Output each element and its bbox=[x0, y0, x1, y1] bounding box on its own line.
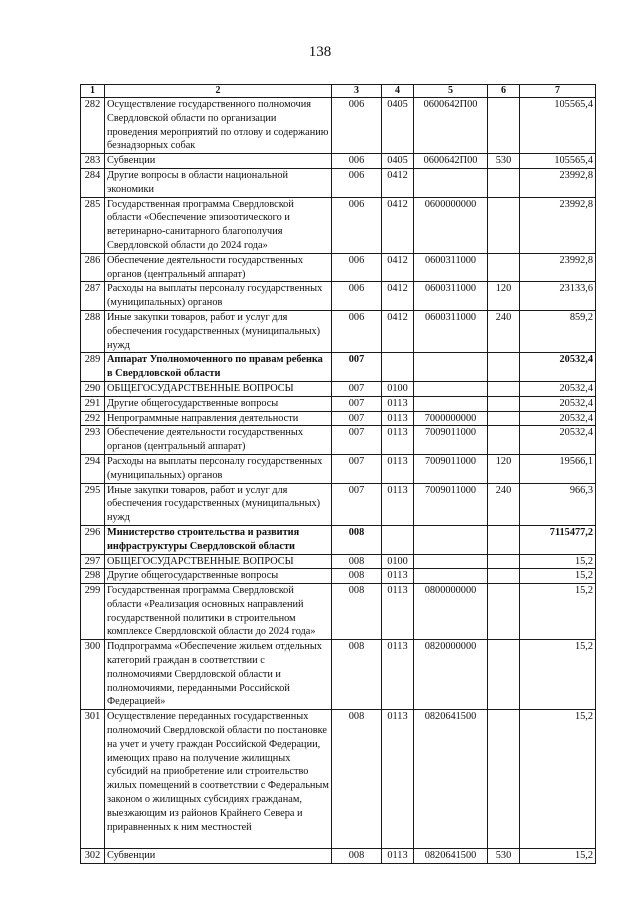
table-row bbox=[81, 710, 596, 849]
row-number: 294 bbox=[81, 454, 105, 483]
page-number: 138 bbox=[308, 44, 332, 60]
table-row bbox=[81, 168, 596, 197]
table-row bbox=[81, 454, 596, 483]
row-number: 297 bbox=[81, 554, 105, 569]
row-amount: 15,2 bbox=[520, 710, 596, 849]
row-number: 299 bbox=[81, 584, 105, 640]
row-name: Другие общегосударственные вопросы bbox=[105, 396, 332, 411]
row-name: Субвенции bbox=[105, 849, 332, 864]
row-amount: 23992,8 bbox=[520, 168, 596, 197]
row-ministry-code: 006 bbox=[332, 154, 382, 169]
row-amount: 15,2 bbox=[520, 554, 596, 569]
row-expense-type bbox=[488, 426, 520, 455]
row-amount: 15,2 bbox=[520, 584, 596, 640]
row-section-code: 0412 bbox=[382, 168, 414, 197]
row-section-code: 0113 bbox=[382, 396, 414, 411]
row-name: Другие общегосударственные вопросы bbox=[105, 569, 332, 584]
row-number: 296 bbox=[81, 525, 105, 554]
row-section-code: 0113 bbox=[382, 426, 414, 455]
row-name: Иные закупки товаров, работ и услуг для обеспечения государственных (муниципальных) нужд bbox=[105, 483, 332, 525]
row-number: 289 bbox=[81, 353, 105, 382]
table-row bbox=[81, 381, 596, 396]
row-target-code: 0800000000 bbox=[414, 584, 488, 640]
table-row bbox=[81, 483, 596, 525]
row-section-code: 0113 bbox=[382, 849, 414, 864]
row-amount: 15,2 bbox=[520, 569, 596, 584]
row-expense-type bbox=[488, 253, 520, 282]
row-amount: 23133,6 bbox=[520, 282, 596, 311]
row-ministry-code: 007 bbox=[332, 396, 382, 411]
header-col-2: 2 bbox=[105, 85, 332, 98]
row-name: Субвенции bbox=[105, 154, 332, 169]
row-number: 282 bbox=[81, 98, 105, 154]
table-row bbox=[81, 584, 596, 640]
table-row bbox=[81, 197, 596, 253]
row-section-code: 0113 bbox=[382, 411, 414, 426]
row-section-code bbox=[382, 525, 414, 554]
row-name: Аппарат Уполномоченного по правам ребенка в Свердловской области bbox=[105, 353, 332, 382]
table-row bbox=[81, 282, 596, 311]
row-ministry-code: 006 bbox=[332, 282, 382, 311]
row-number: 285 bbox=[81, 197, 105, 253]
row-name: ОБЩЕГОСУДАРСТВЕННЫЕ ВОПРОСЫ bbox=[105, 381, 332, 396]
row-ministry-code: 007 bbox=[332, 381, 382, 396]
row-ministry-code: 008 bbox=[332, 554, 382, 569]
table-row bbox=[81, 554, 596, 569]
row-ministry-code: 008 bbox=[332, 710, 382, 849]
row-section-code: 0100 bbox=[382, 554, 414, 569]
header-col-7: 7 bbox=[520, 85, 596, 98]
row-expense-type bbox=[488, 396, 520, 411]
row-target-code bbox=[414, 554, 488, 569]
row-number: 298 bbox=[81, 569, 105, 584]
row-name: Расходы на выплаты персоналу государственных (муниципальных) органов bbox=[105, 282, 332, 311]
row-target-code: 0600311000 bbox=[414, 310, 488, 352]
row-amount: 20532,4 bbox=[520, 353, 596, 382]
row-expense-type bbox=[488, 554, 520, 569]
header-col-6: 6 bbox=[488, 85, 520, 98]
row-section-code: 0113 bbox=[382, 584, 414, 640]
row-target-code bbox=[414, 381, 488, 396]
table-row bbox=[81, 253, 596, 282]
row-target-code: 7009011000 bbox=[414, 454, 488, 483]
row-number: 290 bbox=[81, 381, 105, 396]
table-row bbox=[81, 310, 596, 352]
row-target-code: 7009011000 bbox=[414, 483, 488, 525]
row-section-code: 0113 bbox=[382, 640, 414, 710]
row-amount: 20532,4 bbox=[520, 411, 596, 426]
row-number: 302 bbox=[81, 849, 105, 864]
row-number: 300 bbox=[81, 640, 105, 710]
row-name: Другие вопросы в области национальной экономики bbox=[105, 168, 332, 197]
row-amount: 966,3 bbox=[520, 483, 596, 525]
row-ministry-code: 007 bbox=[332, 411, 382, 426]
row-amount: 7115477,2 bbox=[520, 525, 596, 554]
table-row bbox=[81, 640, 596, 710]
table-header-row bbox=[81, 85, 596, 98]
row-target-code: 7000000000 bbox=[414, 411, 488, 426]
table-body bbox=[81, 98, 596, 864]
row-amount: 15,2 bbox=[520, 640, 596, 710]
row-ministry-code: 008 bbox=[332, 584, 382, 640]
row-expense-type bbox=[488, 168, 520, 197]
row-ministry-code: 008 bbox=[332, 525, 382, 554]
row-name: Обеспечение деятельности государственных органов (центральный аппарат) bbox=[105, 426, 332, 455]
row-name: Осуществление государственного полномочия Свердловской области по организации проведения мероприятий по отлову и содержанию безнадзорных собак bbox=[105, 98, 332, 154]
row-name: Государственная программа Свердловской области «Обеспечение эпизоотического и ветеринарно-санитарного благополучия Свердловской области до 2024 года» bbox=[105, 197, 332, 253]
row-target-code: 7009011000 bbox=[414, 426, 488, 455]
row-number: 283 bbox=[81, 154, 105, 169]
table-row bbox=[81, 154, 596, 169]
row-name: Осуществление переданных государственных полномочий Свердловской области по постановке на учет и учету граждан Российской Федерации, имеющих право на получение жилищных субсидий на приобретение или строительство жилых помещений в соответствии с Федеральным законом о жилищных субсидиях гражданам, выезжающим из районов Крайнего Севера и приравненных к ним местностей bbox=[105, 710, 332, 849]
row-ministry-code: 007 bbox=[332, 353, 382, 382]
row-expense-type bbox=[488, 710, 520, 849]
row-expense-type: 530 bbox=[488, 849, 520, 864]
row-amount: 23992,8 bbox=[520, 253, 596, 282]
row-section-code bbox=[382, 353, 414, 382]
row-section-code: 0113 bbox=[382, 483, 414, 525]
row-ministry-code: 006 bbox=[332, 168, 382, 197]
row-expense-type: 120 bbox=[488, 282, 520, 311]
row-section-code: 0113 bbox=[382, 710, 414, 849]
row-expense-type bbox=[488, 197, 520, 253]
row-section-code: 0113 bbox=[382, 454, 414, 483]
row-name: Министерство строительства и развития инфраструктуры Свердловской области bbox=[105, 525, 332, 554]
table-row bbox=[81, 849, 596, 864]
row-target-code bbox=[414, 353, 488, 382]
row-target-code: 0820641500 bbox=[414, 710, 488, 849]
table-row bbox=[81, 411, 596, 426]
row-name: Расходы на выплаты персоналу государственных (муниципальных) органов bbox=[105, 454, 332, 483]
row-section-code: 0412 bbox=[382, 310, 414, 352]
table-row bbox=[81, 396, 596, 411]
row-ministry-code: 007 bbox=[332, 483, 382, 525]
row-expense-type bbox=[488, 98, 520, 154]
row-target-code: 0600642П00 bbox=[414, 98, 488, 154]
row-ministry-code: 007 bbox=[332, 426, 382, 455]
row-expense-type bbox=[488, 525, 520, 554]
row-number: 284 bbox=[81, 168, 105, 197]
row-number: 295 bbox=[81, 483, 105, 525]
row-number: 291 bbox=[81, 396, 105, 411]
row-ministry-code: 008 bbox=[332, 849, 382, 864]
row-target-code bbox=[414, 168, 488, 197]
row-name: Обеспечение деятельности государственных органов (центральный аппарат) bbox=[105, 253, 332, 282]
row-amount: 20532,4 bbox=[520, 381, 596, 396]
row-expense-type bbox=[488, 381, 520, 396]
row-section-code: 0113 bbox=[382, 569, 414, 584]
row-ministry-code: 006 bbox=[332, 98, 382, 154]
table-row bbox=[81, 426, 596, 455]
row-number: 287 bbox=[81, 282, 105, 311]
row-target-code bbox=[414, 569, 488, 584]
row-amount: 23992,8 bbox=[520, 197, 596, 253]
row-amount: 20532,4 bbox=[520, 426, 596, 455]
row-section-code: 0412 bbox=[382, 197, 414, 253]
row-target-code bbox=[414, 396, 488, 411]
row-ministry-code: 006 bbox=[332, 253, 382, 282]
row-section-code: 0100 bbox=[382, 381, 414, 396]
row-expense-type: 240 bbox=[488, 310, 520, 352]
row-expense-type: 530 bbox=[488, 154, 520, 169]
row-number: 301 bbox=[81, 710, 105, 849]
header-col-3: 3 bbox=[332, 85, 382, 98]
row-ministry-code: 008 bbox=[332, 569, 382, 584]
row-amount: 15,2 bbox=[520, 849, 596, 864]
row-amount: 859,2 bbox=[520, 310, 596, 352]
table-row bbox=[81, 569, 596, 584]
row-target-code: 0600311000 bbox=[414, 282, 488, 311]
row-expense-type bbox=[488, 353, 520, 382]
row-name: Непрограммные направления деятельности bbox=[105, 411, 332, 426]
row-target-code: 0600311000 bbox=[414, 253, 488, 282]
row-name: Государственная программа Свердловской области «Реализация основных направлений государственной политики в строительном комплексе Свердловской области до 2024 года» bbox=[105, 584, 332, 640]
budget-table bbox=[80, 84, 596, 864]
row-expense-type bbox=[488, 411, 520, 426]
row-target-code: 0820000000 bbox=[414, 640, 488, 710]
row-target-code: 0820641500 bbox=[414, 849, 488, 864]
row-expense-type bbox=[488, 569, 520, 584]
row-section-code: 0412 bbox=[382, 253, 414, 282]
row-amount: 19566,1 bbox=[520, 454, 596, 483]
row-ministry-code: 006 bbox=[332, 197, 382, 253]
row-expense-type: 240 bbox=[488, 483, 520, 525]
table-row bbox=[81, 525, 596, 554]
header-col-5: 5 bbox=[414, 85, 488, 98]
row-ministry-code: 008 bbox=[332, 640, 382, 710]
row-ministry-code: 006 bbox=[332, 310, 382, 352]
row-section-code: 0412 bbox=[382, 282, 414, 311]
row-amount: 105565,4 bbox=[520, 154, 596, 169]
row-name: Иные закупки товаров, работ и услуг для обеспечения государственных (муниципальных) нужд bbox=[105, 310, 332, 352]
row-number: 286 bbox=[81, 253, 105, 282]
header-col-1: 1 bbox=[81, 85, 105, 98]
table-row bbox=[81, 353, 596, 382]
table-row bbox=[81, 98, 596, 154]
row-name: ОБЩЕГОСУДАРСТВЕННЫЕ ВОПРОСЫ bbox=[105, 554, 332, 569]
row-expense-type bbox=[488, 584, 520, 640]
header-col-4: 4 bbox=[382, 85, 414, 98]
row-name: Подпрограмма «Обеспечение жильем отдельных категорий граждан в соответствии с полномочиями Свердловской области и полномочиями, переданными Российской Федерацией» bbox=[105, 640, 332, 710]
row-number: 292 bbox=[81, 411, 105, 426]
row-section-code: 0405 bbox=[382, 154, 414, 169]
row-number: 288 bbox=[81, 310, 105, 352]
row-expense-type: 120 bbox=[488, 454, 520, 483]
row-ministry-code: 007 bbox=[332, 454, 382, 483]
row-target-code: 0600000000 bbox=[414, 197, 488, 253]
row-section-code: 0405 bbox=[382, 98, 414, 154]
row-expense-type bbox=[488, 640, 520, 710]
row-amount: 105565,4 bbox=[520, 98, 596, 154]
row-number: 293 bbox=[81, 426, 105, 455]
row-target-code bbox=[414, 525, 488, 554]
row-amount: 20532,4 bbox=[520, 396, 596, 411]
row-target-code: 0600642П00 bbox=[414, 154, 488, 169]
